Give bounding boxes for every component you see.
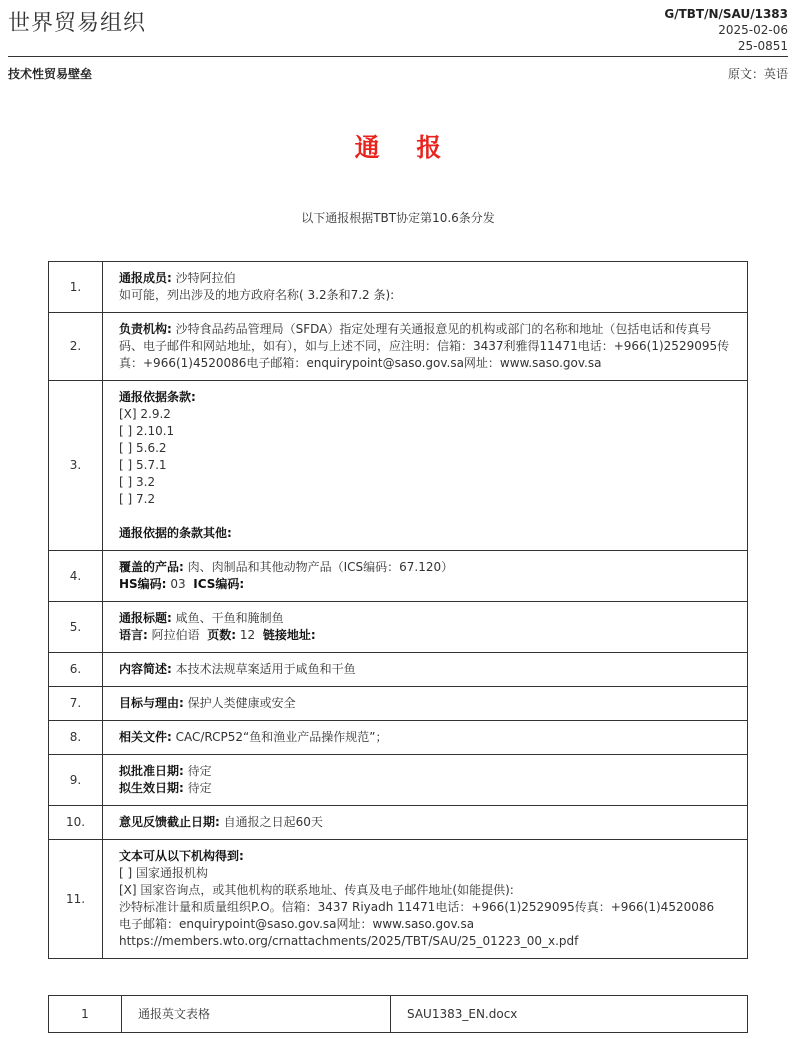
field-label: 目标与理由: xyxy=(119,696,184,710)
row-content xyxy=(103,721,748,755)
table-row xyxy=(49,806,748,840)
table-row xyxy=(49,755,748,806)
field-label: 语言: xyxy=(119,628,148,642)
list-item: [ ] 5.6.2 xyxy=(119,441,167,455)
page-title: 通 报 xyxy=(354,133,456,162)
field-value: 待定 xyxy=(183,781,212,795)
table-row xyxy=(49,262,748,313)
field-label: 内容简述: xyxy=(119,662,172,676)
list-item: 沙特标准计量和质量组织P.O。信箱：3437 Riyadh 11471电话：+966(1)2529095传真：+966(1)4520086 xyxy=(119,900,715,914)
table-row xyxy=(49,313,748,381)
field-label: 通报成员: xyxy=(119,271,172,285)
row-content xyxy=(103,806,748,840)
field-value: 阿拉伯语 xyxy=(147,628,200,642)
field-value: 本技术法规草案适用于咸鱼和干鱼 xyxy=(171,662,356,676)
table-row xyxy=(49,381,748,551)
document-meta xyxy=(664,6,788,54)
field-label: ICS编码: xyxy=(193,577,245,591)
list-item: [ ] 2.10.1 xyxy=(119,424,175,438)
field-label: 通报依据条款: xyxy=(119,390,196,404)
row-number: 11. xyxy=(49,840,103,959)
document-ref: 25-0851 xyxy=(737,39,788,53)
field-note: 如可能，列出涉及的地方政府名称( 3.2条和7.2 条): xyxy=(119,288,395,302)
list-item: [ ] 3.2 xyxy=(119,475,156,489)
field-label: 拟生效日期: xyxy=(119,781,184,795)
row-number: 9. xyxy=(49,755,103,806)
table-row xyxy=(49,840,748,959)
field-value: 待定 xyxy=(183,764,212,778)
field-value: 沙特阿拉伯 xyxy=(171,271,236,285)
field-value: 保护人类健康或安全 xyxy=(183,696,296,710)
attachment-number: 1 xyxy=(49,996,122,1033)
row-number: 4. xyxy=(49,551,103,602)
attachment-link[interactable]: https://members.wto.org/crnattachments/2025/TBT/SAU/25_01223_00_x.pdf xyxy=(119,934,579,948)
row-number: 8. xyxy=(49,721,103,755)
field-value: 12 xyxy=(236,628,256,642)
field-label: 页数: xyxy=(207,628,237,642)
row-content xyxy=(103,551,748,602)
field-label: 链接地址: xyxy=(262,628,316,642)
row-content xyxy=(103,381,748,551)
field-label: 文本可从以下机构得到: xyxy=(119,849,244,863)
committee-name: 技术性贸易壁垒 xyxy=(8,67,93,81)
list-item: [X] 2.9.2 xyxy=(119,407,171,421)
field-label: 意见反馈截止日期: xyxy=(119,815,220,829)
field-value: 自通报之日起60天 xyxy=(219,815,323,829)
wto-org-name: 世界贸易组织 xyxy=(8,11,147,36)
document-symbol: G/TBT/N/SAU/1383 xyxy=(664,7,788,21)
table-row xyxy=(49,996,748,1033)
field-value: CAC/RCP52“鱼和渔业产品操作规范”； xyxy=(171,730,388,744)
table-row xyxy=(49,653,748,687)
row-number: 1. xyxy=(49,262,103,313)
row-content xyxy=(103,755,748,806)
list-item: 电子邮箱：enquirypoint@saso.gov.sa网址：www.saso.gov.sa xyxy=(119,917,475,931)
field-value: 沙特食品药品管理局（SFDA）指定处理有关通报意见的机构或部门的名称和地址（包括电话和传真号码、电子邮件和网站地址，如有），如与上述不同，应注明：信箱：3437利雅得11471电话：+966(1)2529095传真：+966(1)4520086电子邮箱：enquirypoint@saso.gov.sa网址：www.saso.gov.sa xyxy=(119,322,730,370)
field-label: 负责机构: xyxy=(119,322,172,336)
header-divider xyxy=(8,56,788,57)
notification-table xyxy=(48,261,748,959)
table-row xyxy=(49,551,748,602)
row-number: 7. xyxy=(49,687,103,721)
attachment-file-link[interactable]: SAU1383_EN.docx xyxy=(391,996,748,1033)
field-label: 覆盖的产品: xyxy=(119,560,184,574)
original-language: 原文：英语 xyxy=(727,67,788,81)
table-row xyxy=(49,721,748,755)
field-label: HS编码: xyxy=(119,577,167,591)
row-content xyxy=(103,653,748,687)
attachment-description: 通报英文表格 xyxy=(122,996,391,1033)
row-content xyxy=(103,262,748,313)
field-value: 肉、肉制品和其他动物产品（ICS编码：67.120） xyxy=(183,560,454,574)
page-subtitle: 以下通报根据TBT协定第10.6条分发 xyxy=(301,211,495,225)
row-number: 2. xyxy=(49,313,103,381)
row-content xyxy=(103,687,748,721)
field-label: 通报依据的条款其他: xyxy=(119,526,232,540)
field-value: 咸鱼、干鱼和腌制鱼 xyxy=(171,611,284,625)
list-item: [X] 国家咨询点，或其他机构的联系地址、传真及电子邮件地址(如能提供): xyxy=(119,883,514,897)
row-number: 10. xyxy=(49,806,103,840)
row-number: 5. xyxy=(49,602,103,653)
table-row xyxy=(49,602,748,653)
list-item: [ ] 7.2 xyxy=(119,492,156,506)
table-row xyxy=(49,687,748,721)
row-content xyxy=(103,313,748,381)
list-item: [ ] 5.7.1 xyxy=(119,458,167,472)
list-item: [ ] 国家通报机构 xyxy=(119,866,208,880)
row-number: 6. xyxy=(49,653,103,687)
row-content xyxy=(103,602,748,653)
row-number: 3. xyxy=(49,381,103,551)
field-label: 拟批准日期: xyxy=(119,764,184,778)
field-label: 相关文件: xyxy=(119,730,172,744)
document-date: 2025-02-06 xyxy=(718,23,788,37)
row-content xyxy=(103,840,748,959)
field-value: 03 xyxy=(166,577,186,591)
field-label: 通报标题: xyxy=(119,611,172,625)
attachment-table xyxy=(48,995,748,1033)
